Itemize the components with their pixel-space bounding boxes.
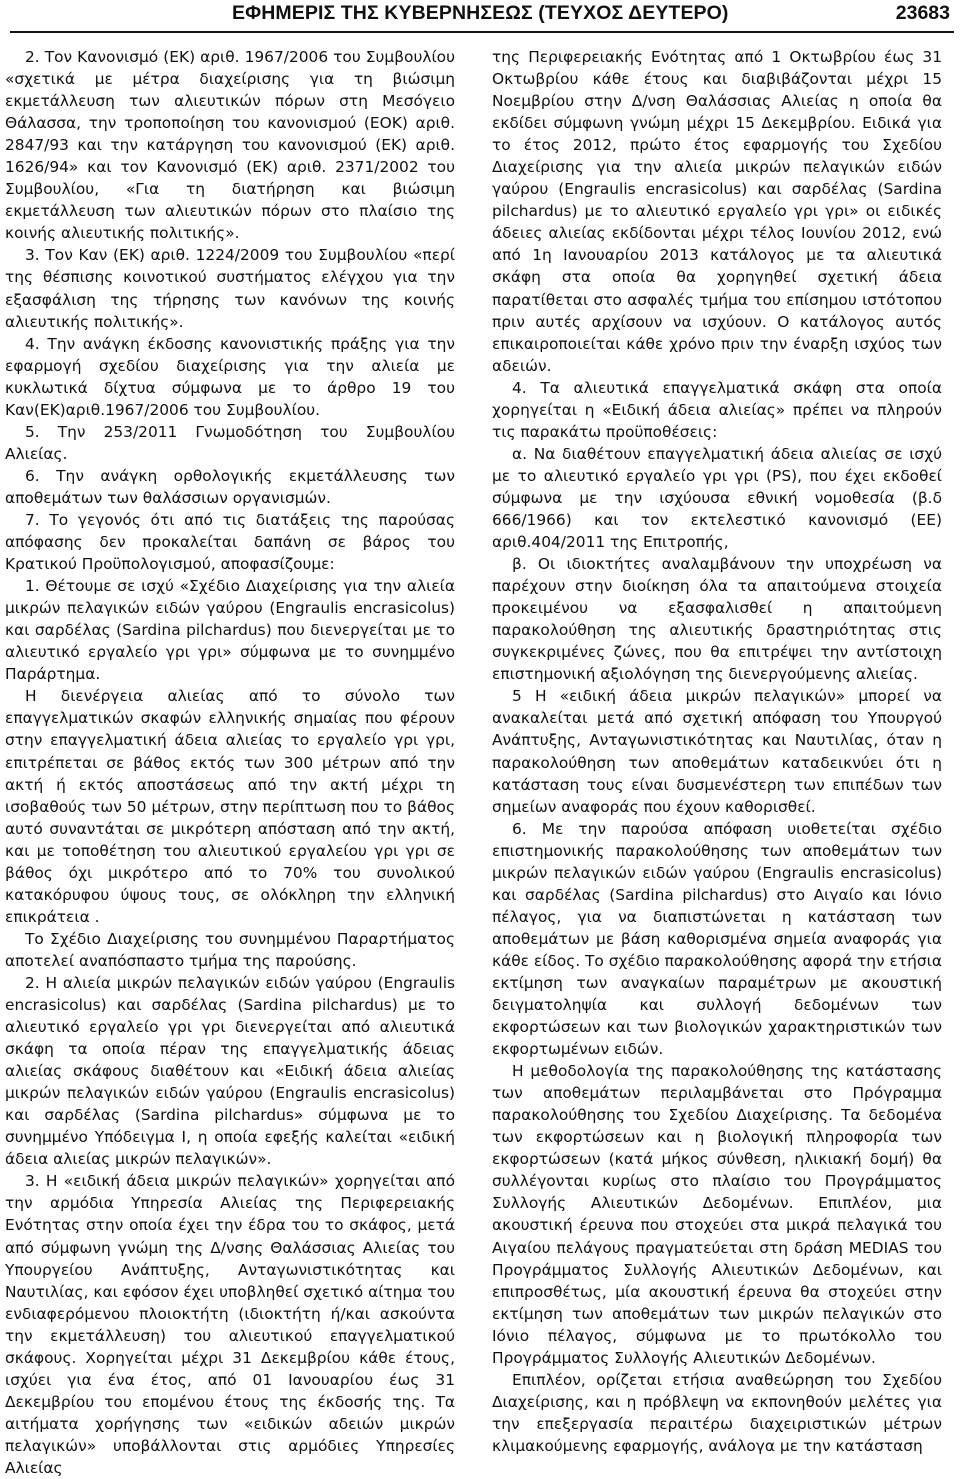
paragraph-item-4: 4. Την ανάγκη έκδοσης κανονιστικής πράξης για την εφαρμογή σχεδίου διαχείρισης για την αλιεία με κυκλωτικά δίχτυα σύμφωνα με το άρθρο 19 του Καν(ΕΚ)αριθ.1967/2006 του Συμβουλίου. xyxy=(5,334,455,419)
header-rule xyxy=(10,31,954,33)
paragraph-decision-3: 3. Η «ειδική άδεια μικρών πελαγικών» χορηγείται από την αρμόδια Υπηρεσία Αλιείας της Περιφερειακής Ενότητας στην οποία έχει την έδρα του το σκάφος, μετά από σύμφωνη γνώμη της Δ/νσης Θαλάσσιας Αλιείας του Υπουργείου Ανάπτυξης, Ανταγωνιστικότητας και Ναυτιλίας, και εφόσον έχει υποβληθεί σχετικό αίτημα του ενδιαφερόμενου πλοιοκτήτη (ιδιοκτήτη ή/και ασκούντα την εκμετάλλευση) του αλιευτικού επαγγελματικού σκάφους. Χορηγείται μέχρι 31 Δεκεμβρίου κάθε έτους, ισχύει για ένα έτος, από 01 Ιανουαρίου έως 31 Δεκεμβρίου του επομένου έτους της έκδοσής της. Τα αιτήματα χορήγησης των «ειδικών αδειών μικρών πελαγικών» υποβάλλονται στις αρμόδιες Υπηρεσίες Αλιείας xyxy=(5,1172,455,1477)
paragraph-decision-5: 5 Η «ειδική άδεια μικρών πελαγικών» μπορεί να ανακαλείται μετά από σχετική απόφαση του Υπουργού Ανάπτυξης, Ανταγωνιστικότητας και Ναυτιλίας, όταν η παρακολούθηση των αποθεμάτων καταδεικνύει ότι η κατάσταση τους είναι δυσμενέστερη των επιπέδων των σημείων αναφοράς που έχουν καθορισθεί. xyxy=(492,687,942,816)
paragraph-item-3: 3. Τον Καν (ΕΚ) αριθ. 1224/2009 του Συμβουλίου «περί της θέσπισης κοινοτικού συστήματος ελέγχου για την εξασφάλιση της τήρησης των κανόνων της κοινής αλιευτικής πολιτικής». xyxy=(5,246,455,331)
left-column xyxy=(5,46,455,1479)
paragraph-item-2: 2. Τον Κανονισμό (ΕΚ) αριθ. 1967/2006 του Συμβουλίου «σχετικά με μέτρα διαχείρισης για τη βιώσιμη εκμετάλλευση των αλιευτικών πόρων στη Μεσόγειο Θάλασσα, την τροποποίηση του κανονισμού (ΕΟΚ) αριθ. 2847/93 και την κατάργηση του κανονισμού (ΕΚ) αριθ. 1626/94» και τον Κανονισμό (ΕΚ) αριθ. 2371/2002 του Συμβουλίου, «Για τη διατήρηση και βιώσιμη εκμετάλλευση των αλιευτικών πόρων στο πλαίσιο της κοινής αλιευτικής πολιτικής». xyxy=(5,48,455,243)
paragraph-item-5: 5. Την 253/2011 Γνωμοδότηση του Συμβουλίου Αλιείας. xyxy=(5,422,455,463)
paragraph-decision-2: 2. Η αλιεία μικρών πελαγικών ειδών γαύρου (Engraulis encrasicolus) και σαρδέλας (Sardina pilchardus) με το αλιευτικό εργαλείο γρι γρι διενεργείται από αλιευτικά σκάφη τα οποία πέραν της επαγγελματικής άδειας αλιείας σκάφους διαθέτουν και «Ειδική άδεια αλιείας μικρών πελαγικών ειδών γαύρου (Engraulis encrasicolus) και σαρδέλας (Sardina pilchardus» σύμφωνα με το συνημμένο Υπόδειγμα Ι, η οποία εφεξής καλείται «ειδική άδεια αλιείας μικρών πελαγικών». xyxy=(5,973,455,1169)
paragraph-continuation: της Περιφερειακής Ενότητας από 1 Οκτωβρίου έως 31 Οκτωβρίου κάθε έτους και διαβιβάζονται μέχρι 15 Νοεμβρίου στην Δ/νση Θαλάσσιας Αλιείας η οποία θα εκδίδει σύμφωνη γνώμη μέχρι 15 Δεκεμβρίου. Ειδικά για το έτος 2012, πρώτο έτος εφαρμογής του Σχεδίου Διαχείρισης για την αλιεία μικρών πελαγικών ειδών γαύρου (Engraulis encrasicolus) και σαρδέλας (Sardina pilchardus) με το αλιευτικό εργαλείο γρι γρι» οι ειδικές άδειες αλιείας εκδίδονται μέχρι τέλος Ιουνίου 2012, ενώ από 1η Ιανουαρίου 2013 κατάλογος με τα αλιευτικά σκάφη στα οποία θα χορηγηθεί σχετική άδεια παρατίθεται στο ασφαλές τμήμα του επίσημου ιστότοπου πριν αυτές αρχίσουν να ισχύουν. Ο κατάλογος αυτός επικαιροποιείται κάθε χρόνο πριν την έναρξη ισχύος των αδειών. xyxy=(492,48,942,375)
paragraph-item-7: 7. Το γεγονός ότι από τις διατάξεις της παρούσας απόφασης δεν προκαλείται δαπάνη σε βάρος του Κρατικού Προϋπολογισμού, αποφασίζουμε: xyxy=(5,510,455,574)
paragraph-decision-4: 4. Τα αλιευτικά επαγγελματικά σκάφη στα οποία χορηγείται η «Ειδική άδεια αλιείας» πρέπει να πληρούν τις παρακάτω προϋποθέσεις: xyxy=(492,378,942,441)
paragraph-annex: Το Σχέδιο Διαχείρισης του συνημμένου Παραρτήματος αποτελεί αναπόσπαστο τμήμα της παρούσης. xyxy=(5,929,455,970)
paragraph-annual-review: Επιπλέον, ορίζεται ετήσια αναθεώρηση του Σχεδίου Διαχείρισης, και η πρόβλεψη να εκπονηθούν μελέτες για την επεξεργασία περαιτέρω διαχειριστικών μέτρων κλιμακούμενης εφαρμογής, ανάλογα με την κατάσταση xyxy=(492,1370,942,1455)
paragraph-condition-b: β. Οι ιδιοκτήτες αναλαμβάνουν την υποχρέωση να παρέχουν στην διοίκηση όλα τα απαιτούμενα στοιχεία προκειμένου να εξασφαλισθεί η απαιτούμενη παρακολούθηση της αλιευτικής δραστηριότητας στις συγκεκριμένες ζώνες, που θα επιτρέψει την αντίστοιχη επιστημονική αξιολόγηση της διενεργούμενης αλιείας. xyxy=(492,555,942,684)
page-number: 23683 xyxy=(895,2,950,24)
paragraph-condition-a: α. Να διαθέτουν επαγγελματική άδεια αλιείας σε ισχύ με το αλιευτικό εργαλείο γρι γρι (PS), που έχει εκδοθεί σύμφωνα με την ισχύουσα εθνική νομοθεσία (β.δ 666/1966) και τον εκτελεστικό κανονισμό (ΕΕ) αριθ.404/2011 της Επιτροπής, xyxy=(492,444,942,552)
paragraph-decision-1: 1. Θέτουμε σε ισχύ «Σχέδιο Διαχείρισης για την αλιεία μικρών πελαγικών ειδών γαύρου (Engraulis encrasicolus) και σαρδέλας (Sardina pilchardus) που διενεργείται με το αλιευτικό εργαλείο γρι γρι» σύμφωνα με το συνημμένο Παράρτημα. xyxy=(5,577,455,684)
paragraph-methodology: Η μεθοδολογία της παρακολούθησης της κατάστασης των αποθεμάτων περιλαμβάνεται στο Πρόγραμμα παρακολούθησης του Σχεδίου Διαχείρισης. Τα δεδομένα των εκφορτώσεων και η βιολογική πληροφορία των εκφορτώσεων (κατά μήκος σύνθεση, ηλικιακή δομή) θα συλλέγονται κυρίως στο πλαίσιο του Προγράμματος Συλλογής Αλιευτικών Δεδομένων. Επιπλέον, μια ακουστική έρευνα που στοχεύει στα μικρά πελαγικά του Αιγαίου πελάγους πραγματεύεται στη δράση MEDIAS του Προγράμματος Συλλογής Αλιευτικών Δεδομένων, και επιπροσθέτως, μία ακουστική έρευνα θα στοχεύει στην εκτίμηση των αποθεμάτων των μικρών πελαγικών στο Ιόνιο πέλαγος, σύμφωνα με το πρωτόκολλο του Προγράμματος Συλλογής Αλιευτικών Δεδομένων. xyxy=(492,1062,942,1367)
right-column xyxy=(492,46,942,1457)
paragraph-fishing-depth: Η διενέργεια αλιείας από το σύνολο των επαγγελματικών σκαφών ελληνικής σημαίας που φέρουν στην επαγγελματική άδεια αλιείας το εργαλείο γρι γρι, επιτρέπεται σε βάθος εκτός των 300 μέτρων από την ακτή ή εκτός αποστάσεως από την ακτή μέχρι τη ισοβαθούς των 50 μέτρων, στην περίπτωση που το βάθος αυτό συναντάται σε μικρότερη απόσταση από την ακτή, και με τοποθέτηση του αλιευτικού εργαλείου γρι γρι σε βάθος όχι μικρότερο από το 70% του συνολικού κατακόρυφου ύψους τους, σε ολόκληρη την ελληνική επικράτεια . xyxy=(5,687,455,926)
gazette-title: ΕΦΗΜΕΡΙΣ ΤΗΣ ΚΥΒΕΡΝΗΣΕΩΣ (ΤΕΥΧΟΣ ΔΕΥΤΕΡΟ) xyxy=(232,2,729,24)
paragraph-decision-6: 6. Με την παρούσα απόφαση υιοθετείται σχέδιο επιστημονικής παρακολούθησης των αποθεμάτων των μικρών πελαγικών ειδών γαύρου (Engraulis encrasicolus) και σαρδέλας (Sardina pilchardus) στο Αιγαίο και Ιόνιο πέλαγος, για να διαπιστώνεται η κατάσταση των αποθεμάτων με βάση καθορισμένα σημεία αναφοράς για κάθε είδος. Το σχέδιο παρακολούθησης αφορά την ετήσια εκτίμηση των αναγκαίων παραμέτρων με ακουστική δειγματοληψία και συλλογή δεδομένων των εκφορτώσεων και των βιολογικών χαρακτηριστικών των εκφορτωμένων ειδών. xyxy=(492,819,942,1059)
paragraph-item-6: 6. Την ανάγκη ορθολογικής εκμετάλλευσης των αποθεμάτων των θαλάσσιων οργανισμών. xyxy=(5,466,455,507)
page-header xyxy=(0,0,960,30)
